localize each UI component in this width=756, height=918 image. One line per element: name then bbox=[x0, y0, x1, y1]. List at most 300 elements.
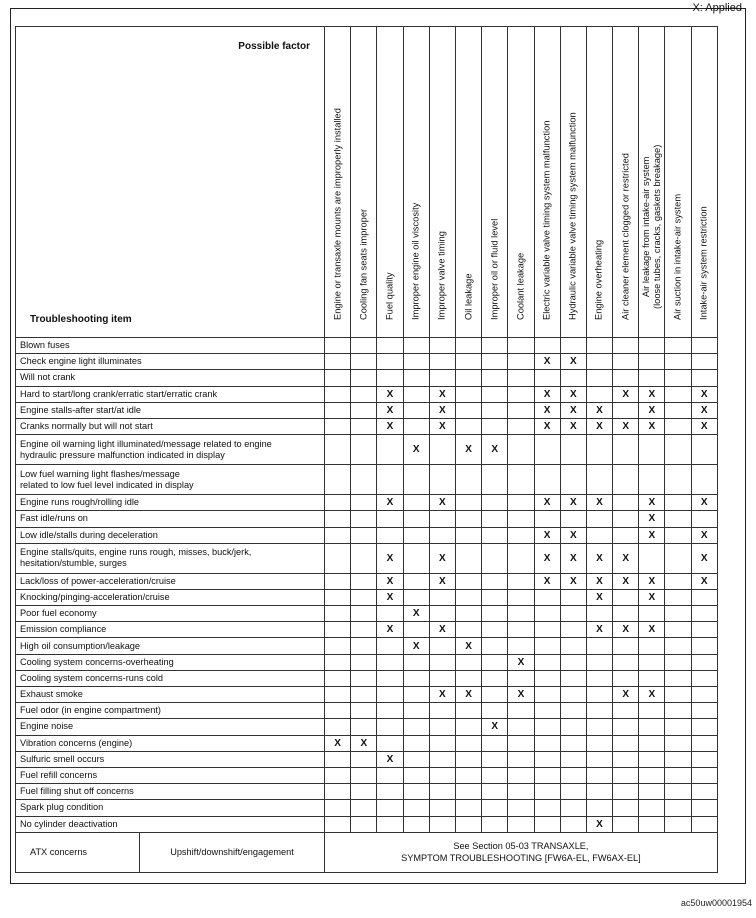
empty-cell bbox=[403, 767, 429, 783]
empty-cell bbox=[560, 735, 586, 751]
empty-cell bbox=[325, 527, 351, 543]
applied-mark: X bbox=[534, 386, 560, 402]
empty-cell bbox=[325, 370, 351, 386]
troubleshooting-item: Vibration concerns (engine) bbox=[16, 735, 325, 751]
troubleshooting-item: Knocking/pinging-acceleration/cruise bbox=[16, 589, 325, 605]
empty-cell bbox=[403, 735, 429, 751]
empty-cell bbox=[403, 543, 429, 573]
empty-cell bbox=[377, 654, 403, 670]
empty-cell bbox=[560, 654, 586, 670]
empty-cell bbox=[665, 370, 691, 386]
troubleshooting-item: Low idle/stalls during deceleration bbox=[16, 527, 325, 543]
empty-cell bbox=[586, 767, 612, 783]
empty-cell bbox=[455, 573, 481, 589]
empty-cell bbox=[586, 435, 612, 465]
empty-cell bbox=[455, 386, 481, 402]
empty-cell bbox=[403, 338, 429, 354]
applied-mark: X bbox=[586, 543, 612, 573]
table-row bbox=[16, 435, 718, 465]
applied-mark: X bbox=[377, 543, 403, 573]
empty-cell bbox=[665, 386, 691, 402]
empty-cell bbox=[665, 589, 691, 605]
empty-cell bbox=[325, 354, 351, 370]
empty-cell bbox=[429, 670, 455, 686]
empty-cell bbox=[429, 435, 455, 465]
empty-cell bbox=[691, 767, 717, 783]
empty-cell bbox=[377, 465, 403, 495]
empty-cell bbox=[429, 527, 455, 543]
troubleshooting-item: Lack/loss of power-acceleration/cruise bbox=[16, 573, 325, 589]
applied-mark: X bbox=[482, 719, 508, 735]
applied-mark: X bbox=[377, 622, 403, 638]
troubleshooting-item bbox=[16, 543, 325, 573]
empty-cell bbox=[691, 435, 717, 465]
troubleshooting-item: Engine noise bbox=[16, 719, 325, 735]
applied-mark: X bbox=[613, 687, 639, 703]
empty-cell bbox=[665, 435, 691, 465]
empty-cell bbox=[429, 589, 455, 605]
empty-cell bbox=[613, 606, 639, 622]
empty-cell bbox=[586, 670, 612, 686]
factor-header-text bbox=[641, 145, 663, 309]
empty-cell bbox=[613, 370, 639, 386]
empty-cell bbox=[665, 402, 691, 418]
empty-cell bbox=[482, 784, 508, 800]
empty-cell bbox=[403, 354, 429, 370]
empty-cell bbox=[351, 386, 377, 402]
empty-cell bbox=[377, 735, 403, 751]
empty-cell bbox=[429, 465, 455, 495]
empty-cell bbox=[586, 386, 612, 402]
empty-cell bbox=[639, 638, 665, 654]
empty-cell bbox=[508, 465, 534, 495]
empty-cell bbox=[377, 638, 403, 654]
empty-cell bbox=[665, 511, 691, 527]
empty-cell bbox=[560, 511, 586, 527]
empty-cell bbox=[403, 670, 429, 686]
empty-cell bbox=[665, 418, 691, 434]
applied-mark: X bbox=[639, 402, 665, 418]
empty-cell bbox=[613, 527, 639, 543]
empty-cell bbox=[586, 354, 612, 370]
troubleshooting-item-line: hesitation/stumble, surges bbox=[20, 558, 127, 569]
empty-cell bbox=[534, 338, 560, 354]
applied-mark: X bbox=[613, 418, 639, 434]
troubleshooting-item: Fuel filling shut off concerns bbox=[16, 784, 325, 800]
empty-cell bbox=[691, 638, 717, 654]
empty-cell bbox=[665, 735, 691, 751]
empty-cell bbox=[560, 767, 586, 783]
atx-item-cell bbox=[16, 832, 325, 872]
empty-cell bbox=[482, 767, 508, 783]
empty-cell bbox=[639, 784, 665, 800]
empty-cell bbox=[665, 687, 691, 703]
applied-mark: X bbox=[586, 622, 612, 638]
empty-cell bbox=[351, 338, 377, 354]
empty-cell bbox=[508, 719, 534, 735]
atx-note-line: See Section 05-03 TRANSAXLE, bbox=[453, 841, 589, 852]
empty-cell bbox=[665, 654, 691, 670]
empty-cell bbox=[351, 402, 377, 418]
empty-cell bbox=[560, 622, 586, 638]
factor-header-11 bbox=[586, 27, 612, 338]
applied-mark: X bbox=[377, 573, 403, 589]
empty-cell bbox=[455, 527, 481, 543]
empty-cell bbox=[325, 687, 351, 703]
empty-cell bbox=[482, 573, 508, 589]
empty-cell bbox=[560, 784, 586, 800]
empty-cell bbox=[482, 816, 508, 832]
empty-cell bbox=[403, 622, 429, 638]
empty-cell bbox=[691, 784, 717, 800]
empty-cell bbox=[429, 511, 455, 527]
empty-cell bbox=[482, 638, 508, 654]
empty-cell bbox=[639, 606, 665, 622]
empty-cell bbox=[455, 735, 481, 751]
empty-cell bbox=[351, 418, 377, 434]
empty-cell bbox=[429, 735, 455, 751]
troubleshooting-item: Engine stalls-after start/at idle bbox=[16, 402, 325, 418]
empty-cell bbox=[639, 735, 665, 751]
empty-cell bbox=[560, 338, 586, 354]
empty-cell bbox=[560, 751, 586, 767]
factor-header-2 bbox=[351, 27, 377, 338]
empty-cell bbox=[613, 767, 639, 783]
applied-mark: X bbox=[586, 402, 612, 418]
empty-cell bbox=[351, 638, 377, 654]
troubleshooting-item: Poor fuel economy bbox=[16, 606, 325, 622]
empty-cell bbox=[534, 719, 560, 735]
empty-cell bbox=[403, 418, 429, 434]
factor-header-14 bbox=[665, 27, 691, 338]
empty-cell bbox=[351, 800, 377, 816]
empty-cell bbox=[377, 511, 403, 527]
empty-cell bbox=[534, 751, 560, 767]
empty-cell bbox=[586, 527, 612, 543]
empty-cell bbox=[429, 654, 455, 670]
empty-cell bbox=[482, 511, 508, 527]
empty-cell bbox=[665, 751, 691, 767]
empty-cell bbox=[665, 527, 691, 543]
empty-cell bbox=[691, 338, 717, 354]
troubleshooting-item: Emission compliance bbox=[16, 622, 325, 638]
table-row bbox=[16, 654, 718, 670]
applied-mark: X bbox=[455, 687, 481, 703]
table-row bbox=[16, 589, 718, 605]
empty-cell bbox=[560, 800, 586, 816]
empty-cell bbox=[534, 816, 560, 832]
factor-header-line: Air leakage from intake-air system bbox=[640, 156, 651, 298]
empty-cell bbox=[377, 354, 403, 370]
empty-cell bbox=[429, 606, 455, 622]
empty-cell bbox=[586, 370, 612, 386]
atx-row bbox=[16, 832, 718, 872]
applied-mark: X bbox=[639, 573, 665, 589]
applied-mark: X bbox=[534, 418, 560, 434]
troubleshooting-item: Hard to start/long crank/erratic start/erratic crank bbox=[16, 386, 325, 402]
empty-cell bbox=[377, 719, 403, 735]
empty-cell bbox=[403, 703, 429, 719]
empty-cell bbox=[429, 703, 455, 719]
atx-concerns-label: ATX concerns bbox=[16, 833, 140, 872]
empty-cell bbox=[665, 622, 691, 638]
applied-mark: X bbox=[455, 638, 481, 654]
empty-cell bbox=[325, 435, 351, 465]
empty-cell bbox=[351, 511, 377, 527]
empty-cell bbox=[377, 606, 403, 622]
empty-cell bbox=[325, 670, 351, 686]
factor-header-text: Air suction in intake-air system bbox=[672, 193, 683, 320]
empty-cell bbox=[455, 338, 481, 354]
troubleshooting-item-line: hydraulic pressure malfunction indicated in display bbox=[20, 449, 225, 460]
applied-mark: X bbox=[403, 606, 429, 622]
factor-header-text: Cooling fan seats improper bbox=[358, 208, 369, 320]
troubleshooting-item: Blown fuses bbox=[16, 338, 325, 354]
applied-mark: X bbox=[455, 435, 481, 465]
empty-cell bbox=[482, 606, 508, 622]
empty-cell bbox=[586, 719, 612, 735]
applied-mark: X bbox=[351, 735, 377, 751]
applied-mark: X bbox=[560, 573, 586, 589]
applied-mark: X bbox=[613, 543, 639, 573]
empty-cell bbox=[586, 751, 612, 767]
empty-cell bbox=[325, 638, 351, 654]
table-row bbox=[16, 418, 718, 434]
factor-header-1 bbox=[325, 27, 351, 338]
empty-cell bbox=[534, 670, 560, 686]
empty-cell bbox=[351, 435, 377, 465]
empty-cell bbox=[377, 816, 403, 832]
troubleshooting-item: Sulfuric smell occurs bbox=[16, 751, 325, 767]
empty-cell bbox=[560, 670, 586, 686]
empty-cell bbox=[665, 606, 691, 622]
empty-cell bbox=[560, 589, 586, 605]
empty-cell bbox=[691, 465, 717, 495]
applied-mark: X bbox=[534, 527, 560, 543]
empty-cell bbox=[482, 687, 508, 703]
legend-applied: X: Applied bbox=[692, 2, 742, 14]
applied-mark: X bbox=[403, 638, 429, 654]
empty-cell bbox=[586, 511, 612, 527]
empty-cell bbox=[534, 370, 560, 386]
applied-mark: X bbox=[613, 622, 639, 638]
empty-cell bbox=[482, 338, 508, 354]
empty-cell bbox=[586, 735, 612, 751]
empty-cell bbox=[482, 527, 508, 543]
empty-cell bbox=[508, 784, 534, 800]
applied-mark: X bbox=[586, 589, 612, 605]
applied-mark: X bbox=[429, 622, 455, 638]
empty-cell bbox=[534, 638, 560, 654]
empty-cell bbox=[560, 719, 586, 735]
applied-mark: X bbox=[639, 527, 665, 543]
factor-header-line: (loose tubes, cracks, gaskets breakage) bbox=[651, 144, 662, 309]
troubleshooting-item: Cranks normally but will not start bbox=[16, 418, 325, 434]
empty-cell bbox=[429, 370, 455, 386]
table-row bbox=[16, 495, 718, 511]
empty-cell bbox=[613, 589, 639, 605]
applied-mark: X bbox=[691, 495, 717, 511]
empty-cell bbox=[639, 435, 665, 465]
empty-cell bbox=[325, 703, 351, 719]
troubleshooting-item: Cooling system concerns-overheating bbox=[16, 654, 325, 670]
factor-header-text: Coolant leakage bbox=[515, 252, 526, 320]
empty-cell bbox=[455, 402, 481, 418]
empty-cell bbox=[351, 573, 377, 589]
table-row bbox=[16, 573, 718, 589]
empty-cell bbox=[508, 338, 534, 354]
empty-cell bbox=[665, 816, 691, 832]
empty-cell bbox=[613, 719, 639, 735]
troubleshooting-item-line: related to low fuel level indicated in display bbox=[20, 479, 194, 490]
empty-cell bbox=[665, 767, 691, 783]
empty-cell bbox=[691, 719, 717, 735]
empty-cell bbox=[455, 465, 481, 495]
empty-cell bbox=[403, 654, 429, 670]
empty-cell bbox=[429, 784, 455, 800]
applied-mark: X bbox=[534, 354, 560, 370]
empty-cell bbox=[455, 784, 481, 800]
factor-header-text: Improper oil or fluid level bbox=[489, 218, 500, 320]
table-row bbox=[16, 606, 718, 622]
atx-reference-note bbox=[325, 832, 718, 872]
empty-cell bbox=[403, 370, 429, 386]
empty-cell bbox=[403, 687, 429, 703]
empty-cell bbox=[403, 402, 429, 418]
troubleshooting-item: Spark plug condition bbox=[16, 800, 325, 816]
empty-cell bbox=[429, 719, 455, 735]
empty-cell bbox=[325, 338, 351, 354]
empty-cell bbox=[325, 543, 351, 573]
empty-cell bbox=[377, 767, 403, 783]
empty-cell bbox=[508, 767, 534, 783]
applied-mark: X bbox=[377, 589, 403, 605]
empty-cell bbox=[377, 527, 403, 543]
empty-cell bbox=[665, 784, 691, 800]
empty-cell bbox=[377, 687, 403, 703]
empty-cell bbox=[639, 654, 665, 670]
empty-cell bbox=[351, 622, 377, 638]
applied-mark: X bbox=[429, 386, 455, 402]
empty-cell bbox=[403, 527, 429, 543]
empty-cell bbox=[351, 767, 377, 783]
troubleshooting-item-label: Troubleshooting item bbox=[30, 314, 132, 325]
empty-cell bbox=[325, 816, 351, 832]
empty-cell bbox=[403, 800, 429, 816]
empty-cell bbox=[508, 495, 534, 511]
empty-cell bbox=[351, 354, 377, 370]
empty-cell bbox=[482, 800, 508, 816]
empty-cell bbox=[639, 703, 665, 719]
empty-cell bbox=[613, 735, 639, 751]
applied-mark: X bbox=[482, 435, 508, 465]
applied-mark: X bbox=[377, 386, 403, 402]
empty-cell bbox=[534, 767, 560, 783]
empty-cell bbox=[403, 495, 429, 511]
empty-cell bbox=[377, 370, 403, 386]
empty-cell bbox=[560, 606, 586, 622]
empty-cell bbox=[482, 670, 508, 686]
applied-mark: X bbox=[639, 687, 665, 703]
table-row bbox=[16, 784, 718, 800]
atx-sub-label: Upshift/downshift/engagement bbox=[170, 847, 294, 858]
troubleshooting-table bbox=[15, 26, 718, 873]
empty-cell bbox=[691, 670, 717, 686]
empty-cell bbox=[429, 767, 455, 783]
applied-mark: X bbox=[377, 402, 403, 418]
empty-cell bbox=[377, 435, 403, 465]
factor-header-6 bbox=[455, 27, 481, 338]
factor-header-text: Oil leakage bbox=[463, 273, 474, 320]
empty-cell bbox=[691, 703, 717, 719]
troubleshooting-item: Check engine light illuminates bbox=[16, 354, 325, 370]
empty-cell bbox=[534, 784, 560, 800]
empty-cell bbox=[613, 338, 639, 354]
empty-cell bbox=[665, 670, 691, 686]
empty-cell bbox=[351, 670, 377, 686]
table-row bbox=[16, 687, 718, 703]
empty-cell bbox=[508, 800, 534, 816]
factor-header-15 bbox=[691, 27, 717, 338]
empty-cell bbox=[325, 654, 351, 670]
applied-mark: X bbox=[429, 402, 455, 418]
empty-cell bbox=[351, 495, 377, 511]
empty-cell bbox=[455, 816, 481, 832]
empty-cell bbox=[691, 589, 717, 605]
table-row bbox=[16, 527, 718, 543]
empty-cell bbox=[508, 402, 534, 418]
applied-mark: X bbox=[639, 495, 665, 511]
empty-cell bbox=[613, 784, 639, 800]
empty-cell bbox=[325, 606, 351, 622]
empty-cell bbox=[508, 511, 534, 527]
empty-cell bbox=[665, 638, 691, 654]
troubleshooting-item bbox=[16, 465, 325, 495]
empty-cell bbox=[613, 638, 639, 654]
applied-mark: X bbox=[534, 573, 560, 589]
empty-cell bbox=[482, 354, 508, 370]
empty-cell bbox=[665, 465, 691, 495]
applied-mark: X bbox=[586, 573, 612, 589]
troubleshooting-item: Exhaust smoke bbox=[16, 687, 325, 703]
empty-cell bbox=[508, 527, 534, 543]
applied-mark: X bbox=[639, 386, 665, 402]
table-row bbox=[16, 465, 718, 495]
empty-cell bbox=[691, 735, 717, 751]
applied-mark: X bbox=[560, 543, 586, 573]
empty-cell bbox=[691, 687, 717, 703]
applied-mark: X bbox=[639, 622, 665, 638]
table-row bbox=[16, 386, 718, 402]
empty-cell bbox=[325, 784, 351, 800]
table-corner-header bbox=[16, 27, 325, 338]
empty-cell bbox=[534, 735, 560, 751]
empty-cell bbox=[613, 654, 639, 670]
empty-cell bbox=[351, 654, 377, 670]
empty-cell bbox=[613, 435, 639, 465]
empty-cell bbox=[325, 719, 351, 735]
empty-cell bbox=[586, 606, 612, 622]
possible-factor-label: Possible factor bbox=[238, 41, 310, 52]
empty-cell bbox=[508, 386, 534, 402]
empty-cell bbox=[508, 354, 534, 370]
empty-cell bbox=[508, 735, 534, 751]
table-row bbox=[16, 719, 718, 735]
applied-mark: X bbox=[639, 589, 665, 605]
empty-cell bbox=[586, 654, 612, 670]
empty-cell bbox=[377, 670, 403, 686]
empty-cell bbox=[351, 719, 377, 735]
